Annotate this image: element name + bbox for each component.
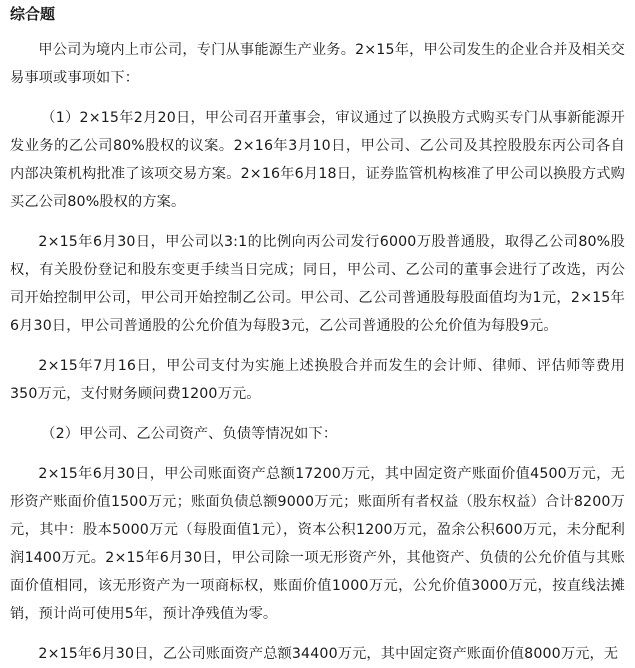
company-a-balance-paragraph: 2×15年6月30日，甲公司账面资产总额17200万元，其中固定资产账面价值4500万元，无形资产账面价值1500万元；账面负债总额9000万元；账面所有者权益（股东权益）合计8200万元，其中：股本5000万元（每股面值1元），资本公积1200万元，盈余公积600万元，未分配利润1400万元。2×15年6月30日，甲公司除一项无形资产外，其他资产、负债的公允价值与其账面价值相同，该无形资产为一项商标权，账面价值1000万元，公允价值3000万元，按直线法摊销，预计尚可使用5年，预计净残值为零。 [10,466,625,622]
section-heading: 综合题 [10,5,56,23]
share-issuance-paragraph: 2×15年6月30日，甲公司以3:1的比例向丙公司发行6000万股普通股，取得乙公司80%股权，有关股份登记和股东变更手续当日完成；同日，甲公司、乙公司的董事会进行了改选，丙公司开始控制甲公司，甲公司开始控制乙公司。甲公司、乙公司普通股每股面值均为1元，2×15年6月30日，甲公司普通股的公允价值为每股3元，乙公司普通股的公允价值为每股9元。 [10,234,625,334]
fees-paragraph: 2×15年7月16日，甲公司支付为实施上述换股合并而发生的会计师、律师、评估师等费用350万元，支付财务顾问费1200万元。 [10,358,625,402]
item-1-paragraph: （1）2×15年2月20日，甲公司召开董事会，审议通过了以换股方式购买专门从事新能源开发业务的乙公司80%股权的议案。2×16年3月10日，甲公司、乙公司及其控股股东丙公司各自内部决策机构批准了该项交易方案。2×16年6月18日，证券监管机构核准了甲公司以换股方式购买乙公司80%股权的方案。 [10,110,625,210]
company-b-balance-paragraph: 2×15年6月30日，乙公司账面资产总额34400万元，其中固定资产账面价值8000万元，无 [38,646,619,662]
item-2-paragraph: （2）甲公司、乙公司资产、负债等情况如下： [41,426,338,442]
intro-paragraph: 甲公司为境内上市公司，专门从事能源生产业务。2×15年，甲公司发生的企业合并及相关交易事项或事项如下： [10,42,625,86]
